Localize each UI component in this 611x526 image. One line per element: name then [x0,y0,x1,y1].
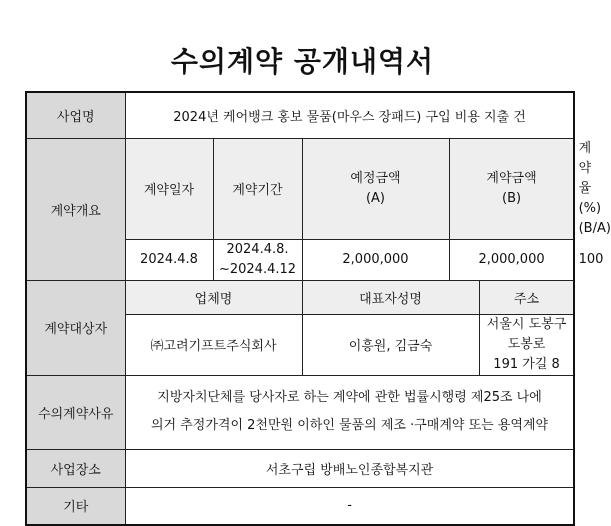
contractor-header-row [26,280,574,314]
contract-period-value [213,239,302,280]
estimated-amount-header-line1: 예정금액 [350,170,401,186]
contract-amount-header [449,138,574,239]
representative-header: 대표자성명 [302,280,479,314]
project-label: 사업명 [26,92,125,138]
contract-date-value: 2024.4.8 [125,239,213,280]
address-value-line1: 서울시 도봉구 도봉로 [486,316,567,352]
address-value-line2: 191 가길 8 [493,356,560,372]
other-label: 기타 [26,487,125,525]
representative-value: 이흥원, 김금숙 [302,314,479,375]
contract-period-value-line2: ~2024.4.12 [218,261,297,277]
project-value: 2024년 케어뱅크 홍보 물품(마우스 장패드) 구입 비용 지출 건 [125,92,574,138]
reason-line1: 지방자치단체를 당사자로 하는 계약에 관한 법률시행령 제25조 나에 [157,390,542,405]
contract-amount-value: 2,000,000 [449,239,574,280]
disclosure-table [25,91,611,526]
contract-period-value-line1: 2024.4.8. [226,241,289,257]
address-value [479,314,574,375]
reason-value [125,375,574,449]
estimated-amount-header [302,138,449,239]
reason-row [26,375,574,449]
reason-line2: 의거 추정가격이 2천만원 이하인 물품의 제조 ·구매계약 또는 용역계약 [150,418,549,433]
other-row [26,487,574,525]
location-value: 서초구립 방배노인종합복지관 [125,449,574,487]
contractor-label: 계약대상자 [26,280,125,375]
company-header: 업체명 [125,280,302,314]
address-header: 주소 [479,280,574,314]
location-row [26,449,574,487]
other-value: - [125,487,574,525]
company-value: ㈜고려기프트주식회사 [125,314,302,375]
contract-amount-header-line2: (B) [502,190,522,206]
contract-overview-label: 계약개요 [26,138,125,280]
contract-date-header: 계약일자 [125,138,213,239]
page-title: 수의계약 공개내역서 [170,45,435,78]
location-label: 사업장소 [26,449,125,487]
estimated-amount-value: 2,000,000 [302,239,449,280]
estimated-amount-header-line2: (A) [365,190,386,206]
contract-overview-value-row: 2024.4.8 2024.4.8. ~2024.4.12 2,000,000 2,000,000 100 [26,239,574,280]
contract-period-header: 계약기간 [213,138,302,239]
contract-overview-header-row: 계약개요 계약일자 계약기간 예정금액 (A) 계약금액 (B) 계약율(%) (B/A) [26,138,574,239]
project-row [26,92,574,138]
reason-label: 수의계약사유 [26,375,125,449]
contract-amount-header-line1: 계약금액 [486,170,537,186]
